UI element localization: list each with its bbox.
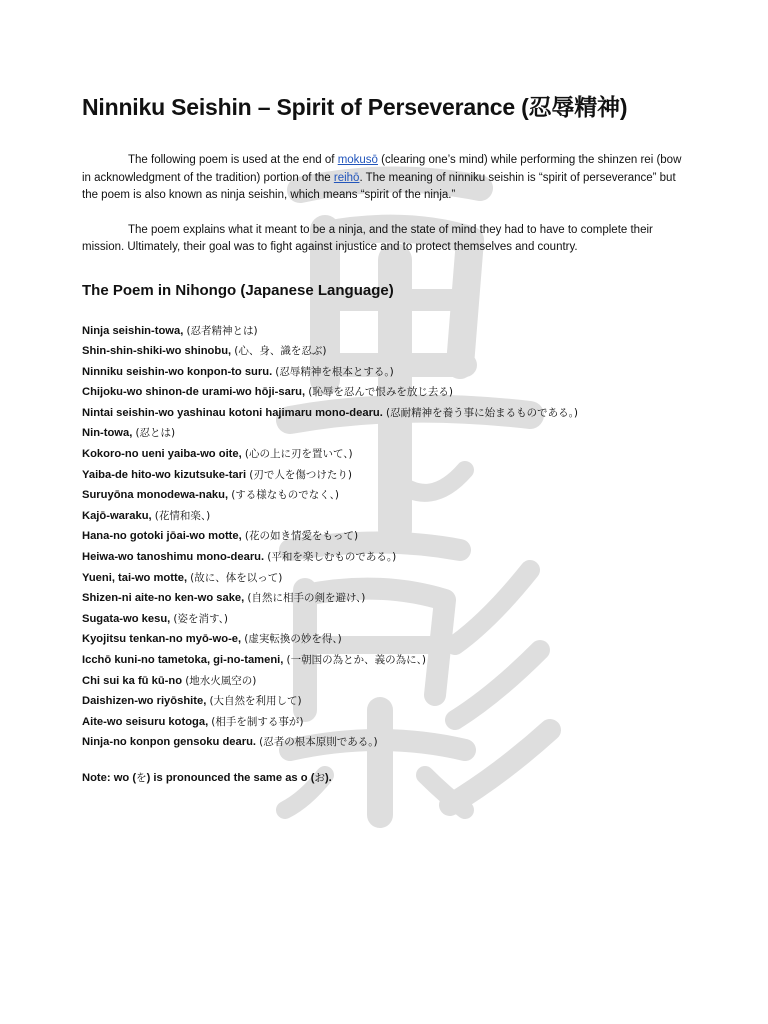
poem-line-japanese: (姿を消す、) <box>173 612 228 625</box>
poem-line <box>82 588 692 609</box>
document-page <box>82 92 692 787</box>
poem-line <box>82 526 692 547</box>
poem-line-romaji: Kajō-waraku, <box>82 509 155 522</box>
note-text-3: ). <box>324 771 332 784</box>
poem-line-japanese: (心の上に刃を置いて、) <box>244 448 353 461</box>
poem-line-romaji: Ninja seishin-towa, <box>82 324 187 337</box>
poem-line-romaji: Yueni, tai-wo motte, <box>82 571 191 584</box>
intro-text-2: (clearing one’s mind) while performing the shinzen rei (bow in acknowledgment of the tradition) portion of the <box>82 154 682 184</box>
section-heading: The Poem in Nihongo (Japanese Language) <box>82 281 394 299</box>
poem-line <box>82 712 692 733</box>
poem-line-romaji: Heiwa-wo tanoshimu mono-dearu. <box>82 551 268 564</box>
poem-list <box>82 321 692 753</box>
explanation-paragraph: The poem explains what it meant to be a ninja, and the state of mind they had to have to complete their mission. Ultimately, their goal was to fight against injustice and to protect themselves and country. <box>82 223 653 253</box>
reiho-link[interactable]: reihō <box>333 171 360 184</box>
poem-line-japanese: (地水火風空の) <box>185 674 257 687</box>
intro-text-1: The following poem is used at the end of <box>128 154 338 166</box>
note-o-kana: お <box>314 771 325 784</box>
poem-line-romaji: Yaiba-de hito-wo kizutsuke-tari <box>82 468 250 481</box>
poem-line-romaji: Daishizen-wo riyōshite, <box>82 695 210 708</box>
poem-line-japanese: (恥辱を忍んで恨みを放じ去る) <box>308 386 453 399</box>
poem-line <box>82 547 692 568</box>
pronunciation-note <box>82 769 692 787</box>
poem-line-japanese: (故に、体を以って) <box>190 571 283 584</box>
poem-line-japanese: (忍とは) <box>135 427 176 440</box>
poem-line-romaji: Kokoro-no ueni yaiba-wo oite, <box>82 448 245 461</box>
poem-line <box>82 609 692 630</box>
poem-line-romaji: Nintai seishin-wo yashinau kotoni hajimaru mono-dearu. <box>82 406 386 419</box>
poem-line-japanese: (花情和楽、) <box>154 509 211 522</box>
poem-line-japanese: (平和を楽しむものである。) <box>267 551 397 564</box>
poem-line <box>82 629 692 650</box>
poem-line <box>82 444 692 465</box>
mokuso-link[interactable]: mokusō <box>337 154 378 166</box>
poem-line-romaji: Nin-towa, <box>82 427 136 440</box>
poem-line-romaji: Shizen-ni aite-no ken-wo sake, <box>82 592 248 605</box>
poem-line <box>82 485 692 506</box>
note-wo-kana: を <box>136 771 147 784</box>
poem-line <box>82 732 692 753</box>
poem-line-japanese: (虚実転換の妙を得、) <box>244 633 342 646</box>
poem-line <box>82 568 692 589</box>
poem-line-romaji: Ninja-no konpon gensoku dearu. <box>82 736 260 749</box>
poem-line-romaji: Hana-no gotoki jōai-wo motte, <box>82 530 245 543</box>
poem-line-romaji: Aite-wo seisuru kotoga, <box>82 715 212 728</box>
poem-line-japanese: (する様なものでなく、) <box>231 489 339 502</box>
poem-line-romaji: Suruyōna monodewa-naku, <box>82 489 232 502</box>
poem-line <box>82 465 692 486</box>
note-text-2: ) is pronounced the same as o ( <box>146 771 315 784</box>
poem-line-romaji: Kyojitsu tenkan-no myō-wo-e, <box>82 633 245 646</box>
poem-line-japanese: (心、身、識を忍ぶ) <box>234 345 327 358</box>
poem-line-japanese: (大自然を利用して) <box>209 695 302 708</box>
poem-line <box>82 691 692 712</box>
poem-line-romaji: Chijoku-wo shinon-de urami-wo hōji-saru, <box>82 386 309 399</box>
poem-line-japanese: (一朝国の為とか、義の為に、) <box>286 654 426 666</box>
poem-line-japanese: (刃で人を傷つけたり) <box>249 468 352 481</box>
poem-line-japanese: (忍者精神とは) <box>186 324 258 337</box>
poem-line <box>82 671 692 692</box>
poem-line-romaji: Ninniku seishin-wo konpon-to suru. <box>82 365 276 378</box>
poem-line <box>82 362 692 383</box>
intro-text-3: . The meaning of ninniku seishin is “spirit of perseverance” but the poem is also known as ninja seishin, which means “spirit of the ninja.” <box>82 171 676 201</box>
intro-paragraph <box>82 152 692 205</box>
poem-line-japanese: (忍辱精神を根本とする。) <box>275 365 394 378</box>
poem-line <box>82 650 692 671</box>
poem-line-japanese: (相手を制する事が) <box>211 715 304 728</box>
poem-line-japanese: (忍耐精神を養う事に始まるものである。) <box>385 406 578 419</box>
poem-line <box>82 506 692 527</box>
poem-line <box>82 423 692 444</box>
poem-line <box>82 403 692 424</box>
poem-line-romaji: Sugata-wo kesu, <box>82 612 174 625</box>
poem-line <box>82 382 692 403</box>
page-title: Ninniku Seishin – Spirit of Perseverance (忍辱精神) <box>82 94 628 120</box>
poem-line-japanese: (花の如き情愛をもって) <box>244 530 359 543</box>
note-text-1: Note: wo ( <box>82 771 137 784</box>
poem-line-romaji: Shin-shin-shiki-wo shinobu, <box>82 345 235 358</box>
poem-line-japanese: (忍者の根本原則である。) <box>259 736 378 749</box>
poem-line-romaji: Chi sui ka fū kū-no <box>82 674 186 687</box>
poem-line-romaji: Icchō kuni-no tametoka, gi-no-tameni, <box>82 654 287 666</box>
poem-line <box>82 341 692 362</box>
poem-line <box>82 321 692 342</box>
poem-line-japanese: (自然に相手の剣を避け、) <box>247 592 366 605</box>
